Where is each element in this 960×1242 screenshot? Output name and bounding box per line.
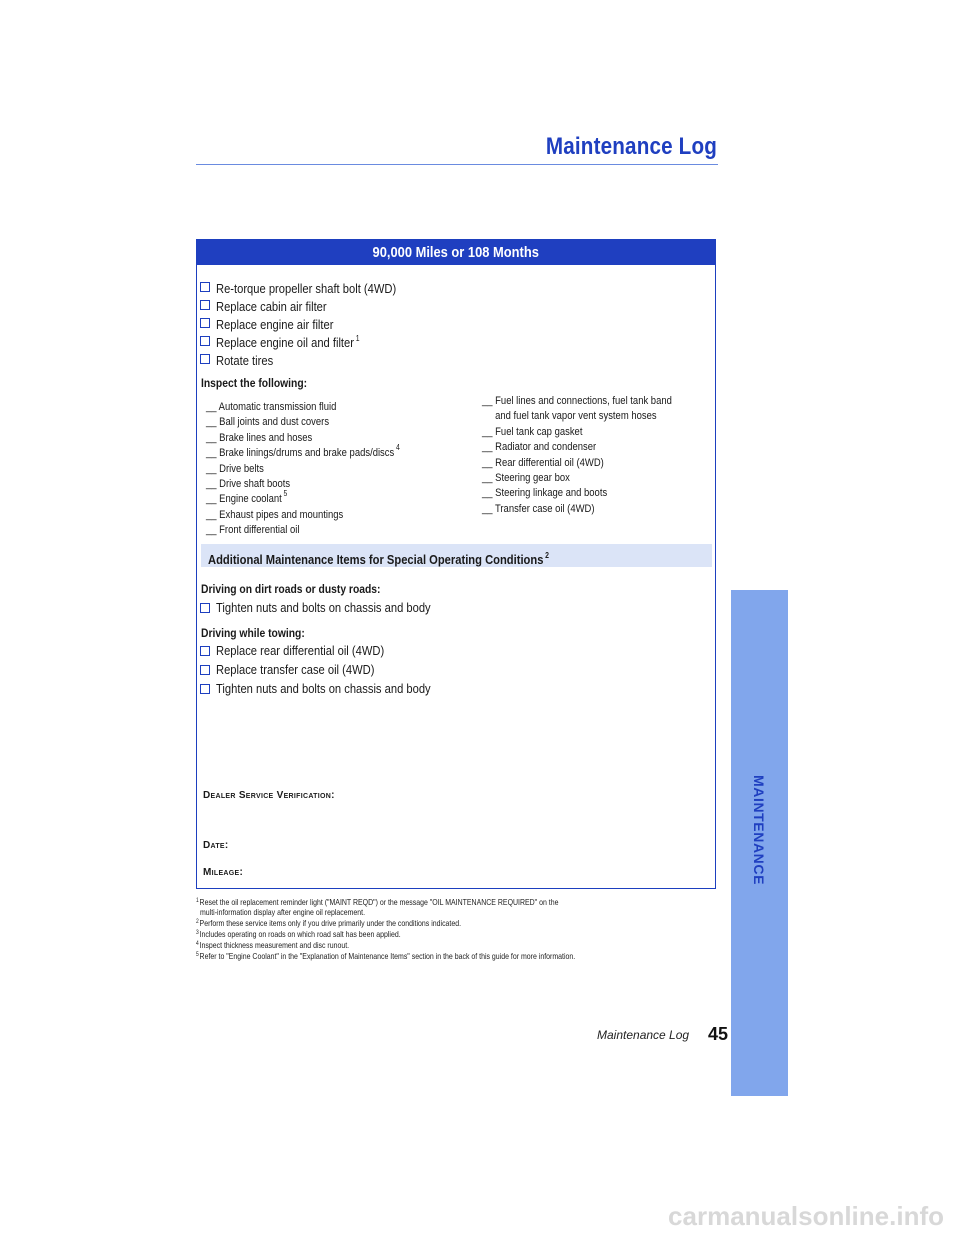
inspect-item: __ Engine coolant $^5$ bbox=[206, 489, 288, 506]
checklist-item-label: Replace engine oil and filter bbox=[216, 335, 354, 350]
checklist-item-label: Replace cabin air filter bbox=[216, 299, 327, 314]
checkbox-icon[interactable] bbox=[200, 646, 210, 656]
inspect-item: __ Ball joints and dust covers bbox=[206, 416, 330, 429]
footnote: $^4$Inspect thickness measurement and disc runout. bbox=[196, 940, 350, 950]
checklist-item-label: Re-torque propeller shaft bolt (4WD) bbox=[216, 281, 397, 296]
checklist-item-label: Tighten nuts and bolts on chassis and body bbox=[216, 600, 431, 615]
checkbox-icon[interactable] bbox=[200, 665, 210, 675]
inspect-item: __ Drive belts bbox=[206, 462, 264, 475]
checklist-item[interactable] bbox=[200, 641, 466, 660]
footnotes bbox=[196, 896, 716, 961]
inspect-item: __ Steering gear box bbox=[482, 471, 570, 484]
inspect-item: __ Front differential oil bbox=[206, 524, 300, 537]
inspect-list-left bbox=[206, 394, 431, 537]
inspect-item: __ Fuel tank cap gasket bbox=[482, 425, 583, 438]
watermark: carmanualsonline.info bbox=[668, 1201, 944, 1231]
checklist-item[interactable] bbox=[200, 679, 466, 698]
title-divider bbox=[196, 164, 718, 165]
inspect-item: __ Automatic transmission fluid bbox=[206, 401, 337, 413]
date-label: Date: bbox=[203, 840, 229, 851]
checkbox-icon[interactable] bbox=[200, 318, 210, 328]
checklist-item[interactable] bbox=[200, 599, 466, 617]
checkbox-icon[interactable] bbox=[200, 300, 210, 310]
box-header-text: 90,000 Miles or 108 Months bbox=[372, 244, 540, 261]
mileage-label: Mileage: bbox=[203, 867, 244, 878]
page-title: Maintenance Log bbox=[545, 133, 717, 160]
inspect-item: __ Exhaust pipes and mountings bbox=[206, 508, 344, 521]
inspect-item: __ Rear differential oil (4WD) bbox=[482, 456, 604, 469]
footnote: $^5$Refer to "Engine Coolant" in the "Explanation of Maintenance Items" section in the back of this guide for more information. bbox=[196, 951, 576, 961]
inspect-list-right bbox=[482, 394, 703, 517]
checkbox-icon[interactable] bbox=[200, 354, 210, 364]
inspect-item: __ Drive shaft boots bbox=[206, 477, 291, 490]
footnote: $^1$Reset the oil replacement reminder light ("MAINT REQD") or the message "OIL MAINTENANCE REQUIRED" on the bbox=[196, 897, 559, 907]
dealer-verification-label: Dealer Service Verification: bbox=[203, 790, 335, 801]
footnote: $^2$Perform these service items only if you drive primarily under the conditions indicated. bbox=[196, 918, 462, 928]
checklist-item-label: Tighten nuts and bolts on chassis and body bbox=[216, 680, 431, 696]
checklist-item-label: Replace engine air filter bbox=[216, 317, 334, 332]
checklist-item-label: Replace transfer case oil (4WD) bbox=[216, 661, 375, 677]
service-checklist bbox=[200, 278, 428, 368]
inspect-item: __ Steering linkage and boots bbox=[482, 487, 608, 500]
inspect-item: __ Fuel lines and connections, fuel tank band bbox=[482, 395, 672, 407]
checklist-item-label: Replace rear differential oil (4WD) bbox=[216, 642, 385, 658]
checkbox-icon[interactable] bbox=[200, 603, 210, 613]
checklist-item[interactable] bbox=[200, 660, 466, 679]
towing-list bbox=[200, 641, 466, 698]
page-number: 45 bbox=[708, 1024, 729, 1044]
box-header bbox=[197, 240, 715, 265]
checklist-item-label: Rotate tires bbox=[216, 353, 274, 368]
inspect-item: __ Brake linings/drums and brake pads/discs $^4$ bbox=[206, 443, 400, 460]
dirt-roads-list bbox=[200, 599, 466, 617]
inspect-item: __ Transfer case oil (4WD) bbox=[482, 502, 595, 515]
dirt-roads-heading: Driving on dirt roads or dusty roads: bbox=[201, 582, 381, 596]
section-side-label: MAINTENANCE bbox=[751, 774, 767, 886]
checkbox-icon[interactable] bbox=[200, 684, 210, 694]
checkbox-icon[interactable] bbox=[200, 336, 210, 346]
checklist-item[interactable] bbox=[200, 350, 428, 368]
footnote-ref: 1 bbox=[355, 334, 360, 343]
special-conditions-heading: Additional Maintenance Items for Special Operating Conditions $^2$ bbox=[201, 544, 712, 567]
inspect-item: and fuel tank vapor vent system hoses bbox=[482, 410, 657, 423]
footer-label: Maintenance Log bbox=[597, 1028, 690, 1042]
towing-heading: Driving while towing: bbox=[201, 626, 305, 640]
inspect-item: __ Radiator and condenser bbox=[482, 441, 597, 454]
inspect-item: __ Brake lines and hoses bbox=[206, 431, 313, 444]
checkbox-icon[interactable] bbox=[200, 282, 210, 292]
footnote: multi-information display after engine oil replacement. bbox=[200, 907, 366, 917]
maintenance-box bbox=[196, 239, 716, 889]
footnote: $^3$Includes operating on roads on which road salt has been applied. bbox=[196, 929, 401, 939]
inspect-heading: Inspect the following: bbox=[201, 376, 308, 390]
